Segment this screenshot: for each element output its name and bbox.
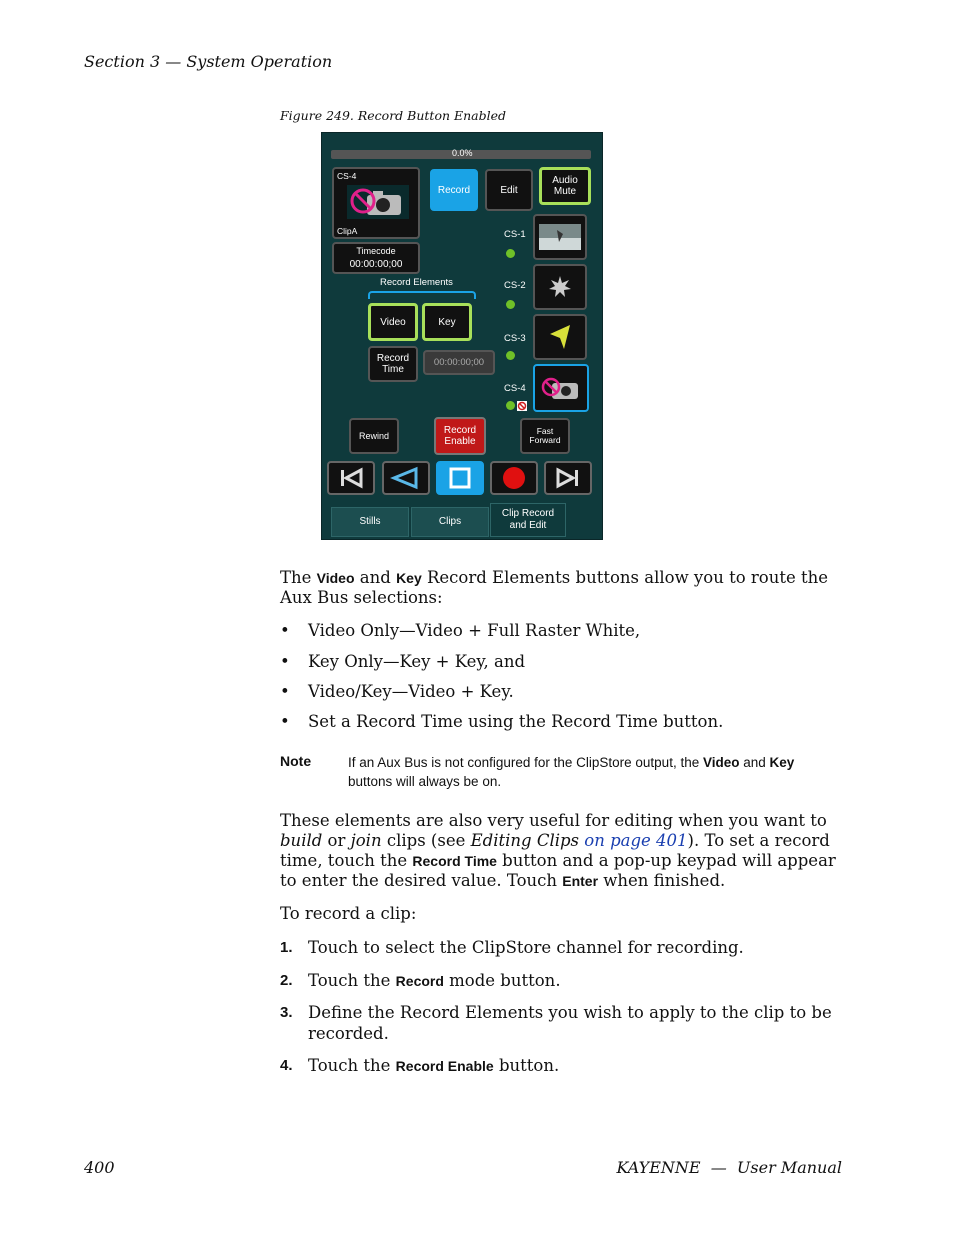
progress-label: 0.0% bbox=[452, 148, 473, 158]
play-reverse-button[interactable] bbox=[382, 461, 430, 495]
edit-mode-button[interactable]: Edit bbox=[485, 169, 533, 211]
record-time-value: 00:00:00;00 bbox=[423, 350, 495, 375]
page-link[interactable]: on page 401 bbox=[579, 831, 688, 850]
channel-button-cs4[interactable] bbox=[533, 364, 589, 412]
clip-record-panel bbox=[321, 132, 603, 540]
video-element-button[interactable]: Video bbox=[368, 303, 418, 341]
stop-icon bbox=[438, 463, 482, 493]
intro-paragraph: The Video and Key Record Elements buttons allow you to route the Aux Bus selections: bbox=[280, 568, 828, 607]
channel-label-cs1: CS-1 bbox=[504, 229, 526, 240]
editing-paragraph: These elements are also very useful for editing when you want to build or join clips (see Editing Clips on page 401). To set a record time, touch the Record Time button and a pop-up keypad will appear to enter the desired value. Touch Enter when finished. bbox=[280, 811, 836, 890]
record-mode-button[interactable]: Record bbox=[430, 169, 478, 211]
skip-forward-icon bbox=[546, 463, 590, 493]
page-number: 400 bbox=[84, 1158, 115, 1177]
play-reverse-icon bbox=[384, 463, 428, 493]
note-label: Note bbox=[280, 753, 312, 769]
channel-led-cs2 bbox=[506, 300, 515, 309]
source-label: CS-4 bbox=[337, 171, 357, 181]
camera-disabled-icon bbox=[540, 375, 582, 401]
audio-mute-button[interactable]: Audio Mute bbox=[539, 167, 591, 205]
rewind-button[interactable]: Rewind bbox=[349, 418, 399, 454]
footer-title: KAYENNE — User Manual bbox=[616, 1158, 842, 1177]
skip-back-icon bbox=[329, 463, 373, 493]
camera-disabled-icon bbox=[347, 185, 409, 219]
skip-forward-button[interactable] bbox=[544, 461, 592, 495]
tab-clip-record-and-edit[interactable]: Clip Record and Edit bbox=[490, 503, 566, 537]
channel-led-cs4 bbox=[506, 401, 515, 410]
channel-label-cs4: CS-4 bbox=[504, 383, 526, 394]
stop-button[interactable] bbox=[436, 461, 484, 495]
channel-button-cs1[interactable] bbox=[533, 214, 587, 260]
skip-back-button[interactable] bbox=[327, 461, 375, 495]
record-icon bbox=[492, 463, 536, 493]
record-enable-button[interactable]: Record Enable bbox=[434, 417, 486, 455]
channel-button-cs3[interactable] bbox=[533, 314, 587, 360]
record-time-button[interactable]: Record Time bbox=[368, 346, 418, 382]
video-thumbnail-icon bbox=[539, 224, 581, 250]
step-item: 3. Define the Record Elements you wish to apply to the clip to be recorded. bbox=[280, 1003, 832, 1043]
step-item: 4. Touch the Record Enable button. bbox=[280, 1056, 560, 1075]
arrow-key-icon bbox=[548, 324, 572, 350]
fast-forward-button[interactable]: Fast Forward bbox=[520, 418, 570, 454]
key-element-button[interactable]: Key bbox=[422, 303, 472, 341]
steps-intro: To record a clip: bbox=[280, 904, 417, 923]
timecode-display: Timecode 00:00:00;00 bbox=[332, 242, 420, 274]
channel-led-cs1 bbox=[506, 249, 515, 258]
channel-button-cs2[interactable] bbox=[533, 264, 587, 310]
step-item: 2. Touch the Record mode button. bbox=[280, 971, 561, 990]
channel-led-cs3 bbox=[506, 351, 515, 360]
record-elements-bracket bbox=[368, 291, 476, 299]
tab-clips[interactable]: Clips bbox=[411, 507, 489, 537]
record-elements-label: Record Elements bbox=[380, 277, 453, 288]
source-thumbnail-button[interactable] bbox=[332, 167, 420, 239]
starburst-icon bbox=[548, 275, 572, 299]
tab-stills[interactable]: Stills bbox=[331, 507, 409, 537]
channel-label-cs2: CS-2 bbox=[504, 280, 526, 291]
note-text: If an Aux Bus is not configured for the ClipStore output, the Video and Key buttons will always be on. bbox=[348, 755, 795, 789]
page-header: Section 3 — System Operation bbox=[84, 52, 333, 71]
clip-label: ClipA bbox=[337, 226, 358, 236]
figure-caption: Figure 249. Record Button Enabled bbox=[280, 108, 507, 123]
record-disabled-icon bbox=[517, 401, 527, 411]
step-item: 1. Touch to select the ClipStore channel for recording. bbox=[280, 938, 744, 957]
channel-label-cs3: CS-3 bbox=[504, 333, 526, 344]
record-button[interactable] bbox=[490, 461, 538, 495]
